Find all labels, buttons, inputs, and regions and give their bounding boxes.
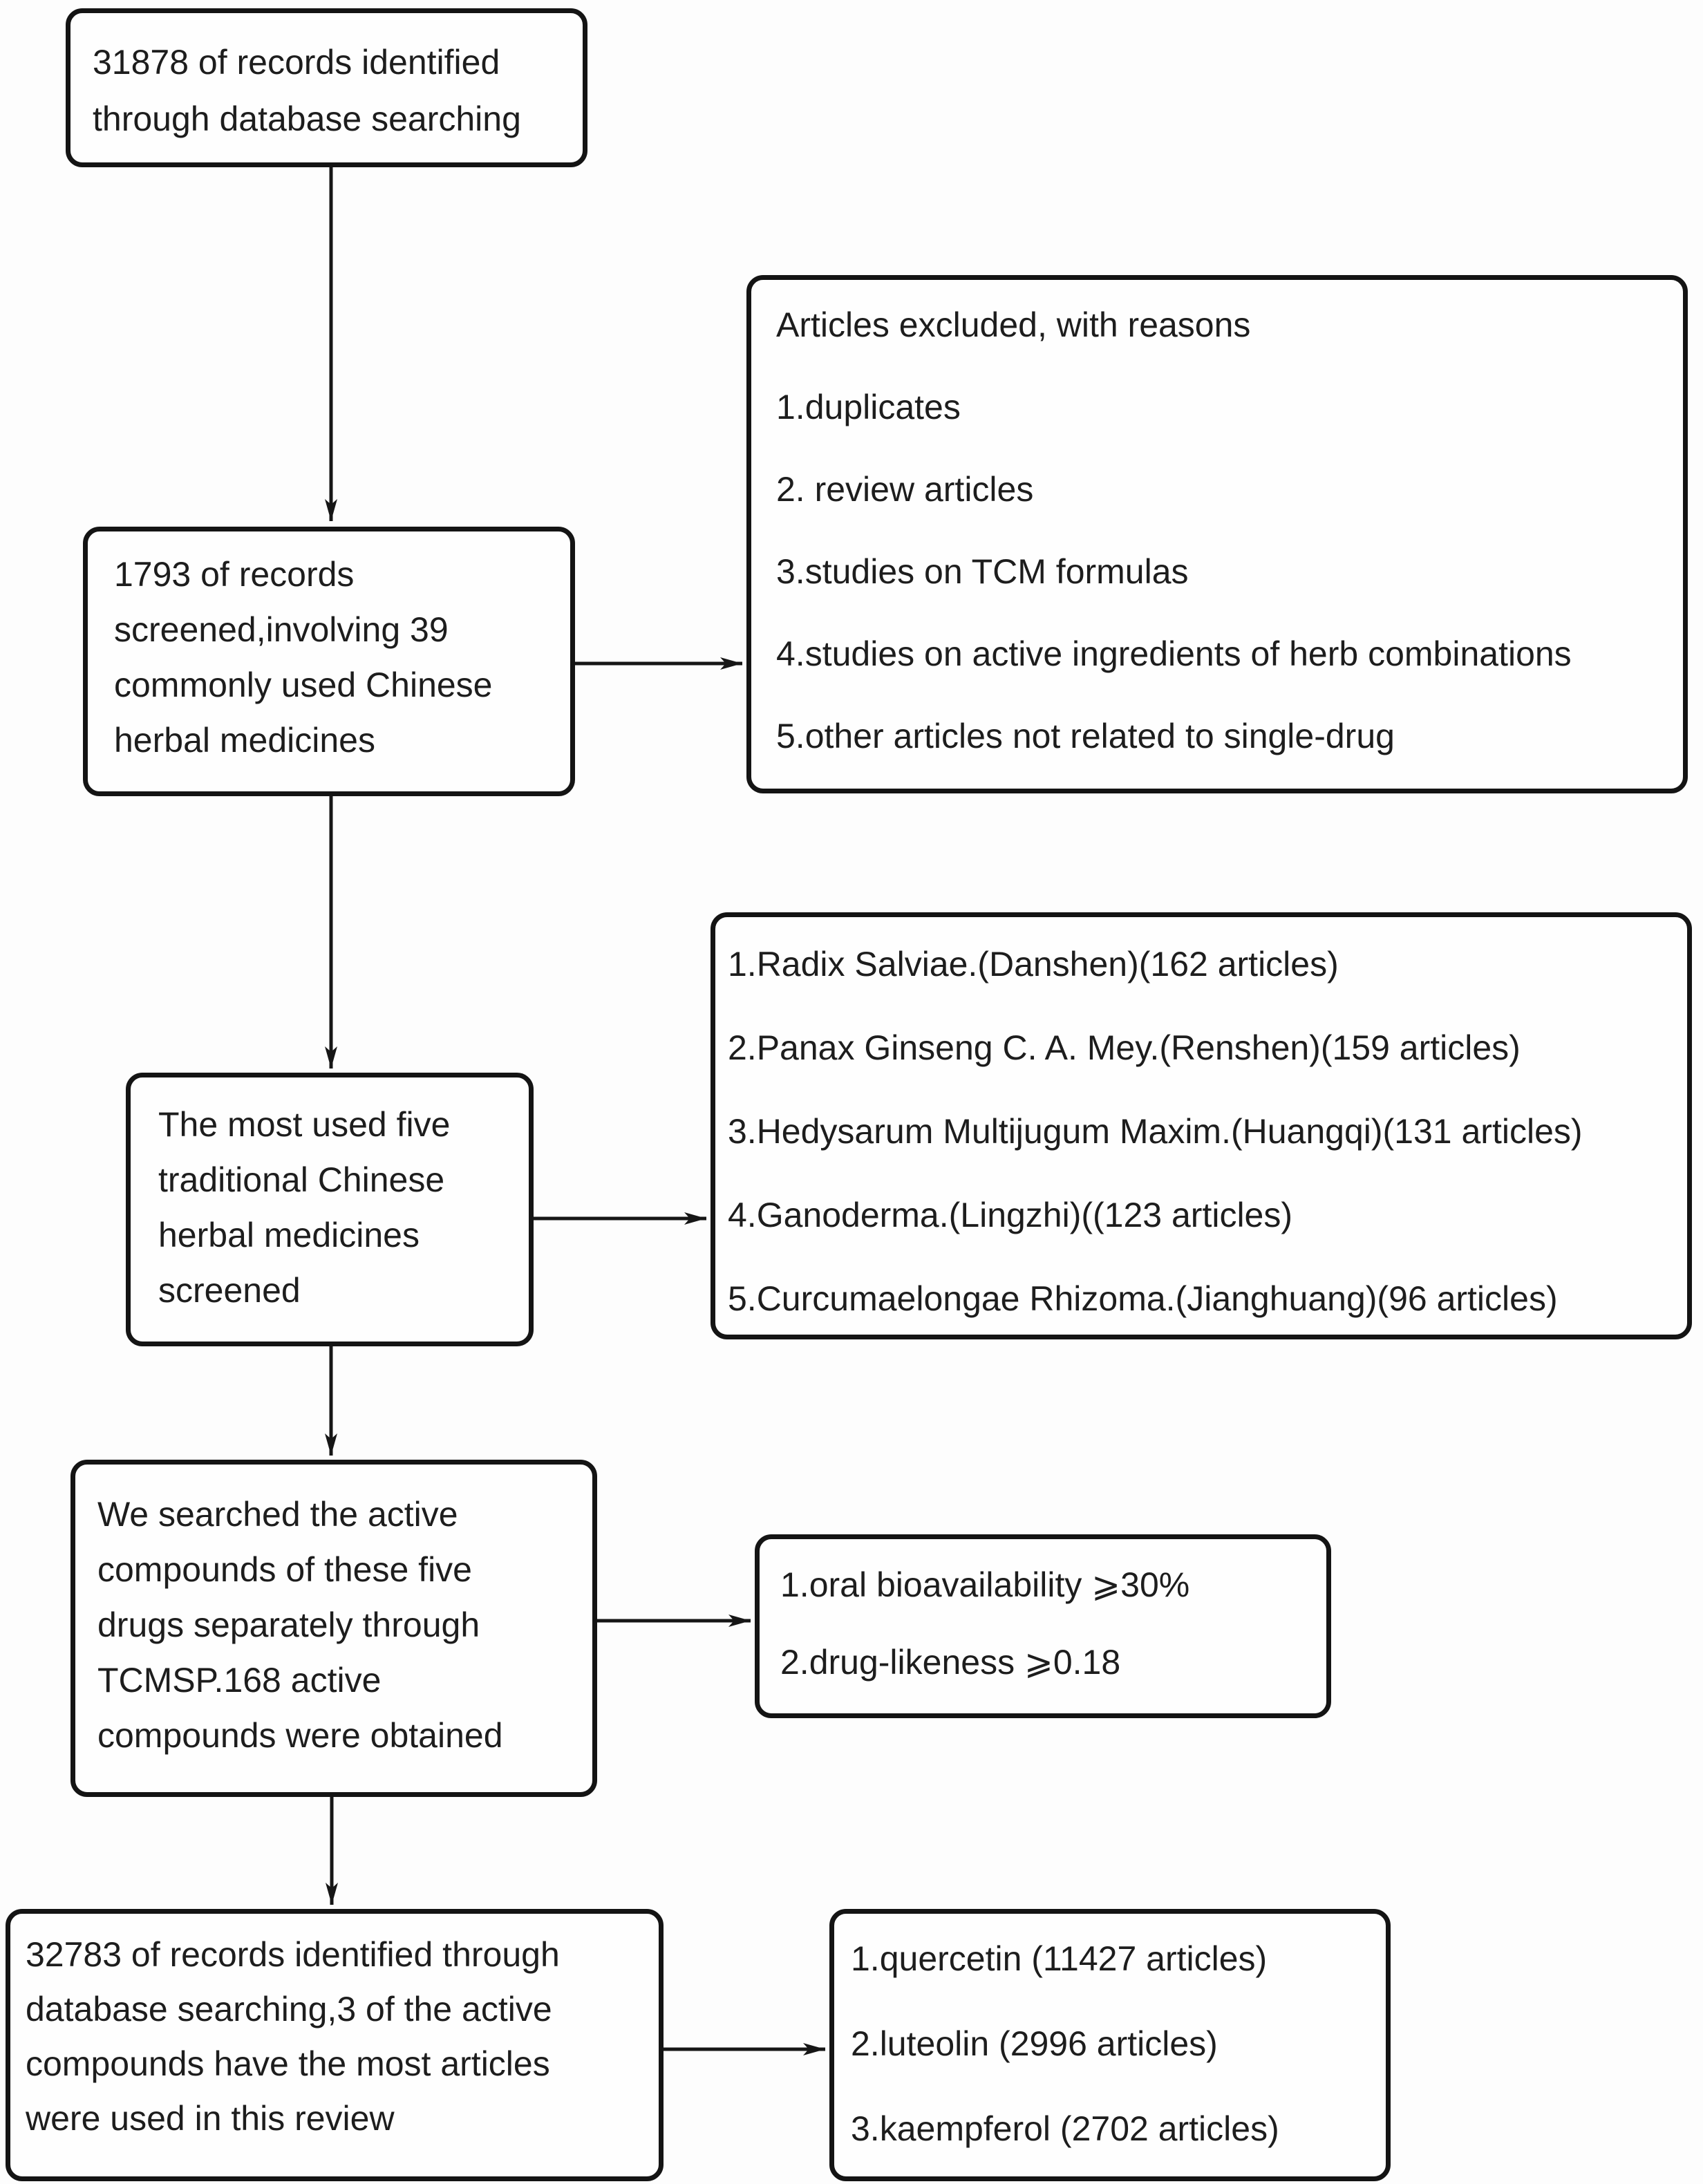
records-identified-box (66, 8, 587, 167)
records-screened-box (83, 527, 575, 796)
text-line: herbal medicines (158, 1216, 420, 1254)
text-line: 1.Radix Salviae.(Danshen)(162 articles) (728, 945, 1339, 983)
text-line: 5.other articles not related to single-drug (776, 717, 1395, 755)
text-line: database searching,3 of the active (26, 1990, 552, 2028)
text-line: 1.quercetin (11427 articles) (851, 1939, 1268, 1978)
text-line: 3.kaempferol (2702 articles) (851, 2109, 1279, 2148)
text-line: Articles excluded, with reasons (776, 305, 1251, 344)
text-line: through database searching (93, 100, 521, 138)
text-line: were used in this review (26, 2099, 395, 2138)
text-line: 2.drug-likeness ⩾0.18 (780, 1643, 1121, 1682)
text-line: 3.Hedysarum Multijugum Maxim.(Huangqi)(131 articles) (728, 1112, 1583, 1151)
final-records-box (6, 1909, 664, 2181)
text-line: 5.Curcumaelongae Rhizoma.(Jianghuang)(96 articles) (728, 1279, 1558, 1318)
text-line: 4.studies on active ingredients of herb combinations (776, 634, 1572, 673)
text-line: 1.oral bioavailability ⩾30% (780, 1565, 1190, 1604)
screening-criteria-box (755, 1534, 1331, 1718)
text-line: compounds of these five (97, 1550, 472, 1589)
text-line: 1.duplicates (776, 388, 961, 426)
top-compounds-box (829, 1909, 1391, 2181)
text-line: 31878 of records identified (93, 43, 500, 82)
text-line: traditional Chinese (158, 1160, 445, 1199)
text-line: 4.Ganoderma.(Lingzhi)((123 articles) (728, 1196, 1293, 1234)
text-line: drugs separately through (97, 1606, 480, 1644)
text-line: commonly used Chinese (114, 666, 493, 704)
text-line: TCMSP.168 active (97, 1661, 382, 1700)
text-line: compounds were obtained (97, 1716, 503, 1755)
text-line: 2. review articles (776, 470, 1034, 509)
text-line: 3.studies on TCM formulas (776, 552, 1189, 591)
five-medicines-list-box (711, 912, 1692, 1339)
text-line: 2.luteolin (2996 articles) (851, 2024, 1218, 2063)
text-line: The most used five (158, 1105, 451, 1144)
articles-excluded-box (746, 275, 1688, 793)
text-line: 2.Panax Ginseng C. A. Mey.(Renshen)(159 articles) (728, 1028, 1521, 1067)
text-line: compounds have the most articles (26, 2044, 550, 2083)
text-line: herbal medicines (114, 721, 375, 760)
active-compounds-search-box (70, 1460, 597, 1797)
text-line: 1793 of records (114, 555, 355, 594)
text-line: screened,involving 39 (114, 610, 449, 649)
text-line: screened (158, 1271, 301, 1310)
text-line: We searched the active (97, 1495, 458, 1534)
most-used-five-box (126, 1073, 534, 1346)
text-line: 32783 of records identified through (26, 1935, 560, 1974)
